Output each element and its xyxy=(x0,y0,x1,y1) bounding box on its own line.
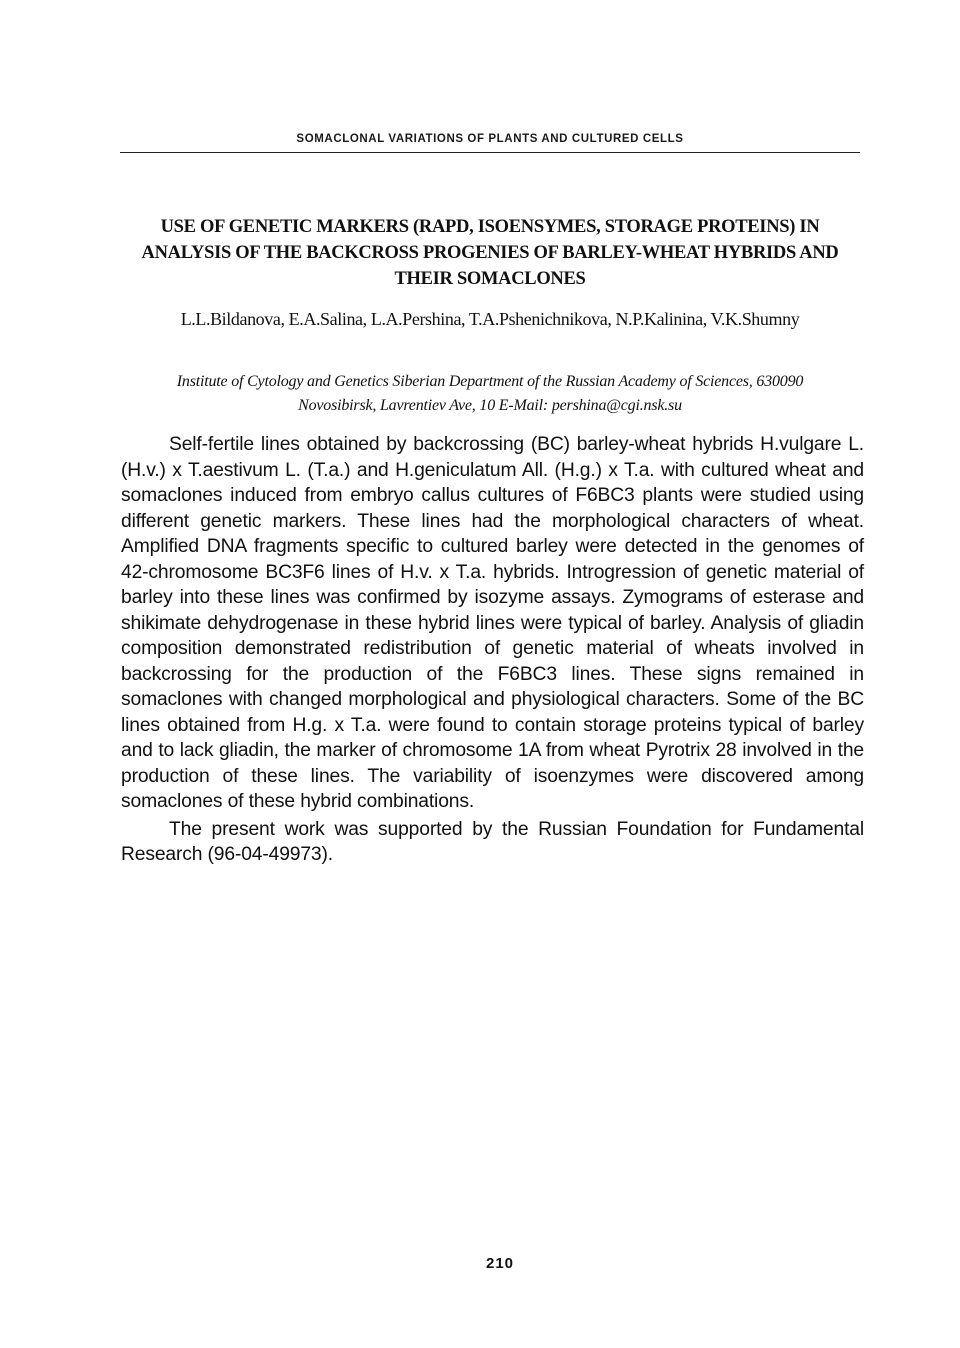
page-number: 210 xyxy=(485,1255,515,1272)
abstract-body xyxy=(121,432,864,868)
acknowledgement-paragraph: The present work was supported by the Russian Foundation for Fundamental Research (96-04-49973). xyxy=(121,818,864,865)
header-rule xyxy=(120,152,860,153)
author-list: L.L.Bildanova, E.A.Salina, L.A.Pershina, T.A.Pshenichnikova, N.P.Kalinina, V.K.Shumny xyxy=(180,309,800,329)
affiliation: Institute of Cytology and Genetics Siberian Department of the Russian Academy of Sciences, 630090 Novosibirsk, Lavrentiev Ave, 10 E-Mail: pershina@cgi.nsk.su xyxy=(176,373,804,414)
abstract-paragraph: Self-fertile lines obtained by backcrossing (BC) barley-wheat hybrids H.vulgare L. (H.v.) x T.aestivum L. (T.a.) and H.geniculatum All. (H.g.) x T.a. with cultured wheat and somaclones induced from embryo callus cultures of F6BC3 plants were studied using different genetic markers. These lines had the morphological characters of wheat. Amplified DNA fragments specific to cultured barley were detected in the genomes of 42-chromosome BC3F6 lines of H.v. x T.a. hybrids. Introgression of genetic material of barley into these lines was confirmed by isozyme assays. Zymograms of esterase and shikimate dehydrogenase in these hybrid lines were typical of barley. Analysis of gliadin composition demonstrated redistribution of genetic material of wheats involved in backcrossing for the production of the F6BC3 lines. These signs remained in somaclones with changed morphological and physiological characters. Some of the BC lines obtained from H.g. x T.a. were found to contain storage proteins typical of barley and to lack gliadin, the marker of chromosome 1A from wheat Pyrotrix 28 involved in the production of these lines. The variability of isoenzymes were discovered among somaclones of these hybrid combinations. xyxy=(121,434,864,812)
paper-title: USE OF GENETIC MARKERS (RAPD, ISOENSYMES, STORAGE PROTEINS) IN ANALYSIS OF THE BACKCROSS PROGENIES OF BARLEY-WHEAT HYBRIDS AND THEIR SOMACLONES xyxy=(141,217,839,289)
running-head: SOMACLONAL VARIATIONS OF PLANTS AND CULTURED CELLS xyxy=(296,133,684,145)
